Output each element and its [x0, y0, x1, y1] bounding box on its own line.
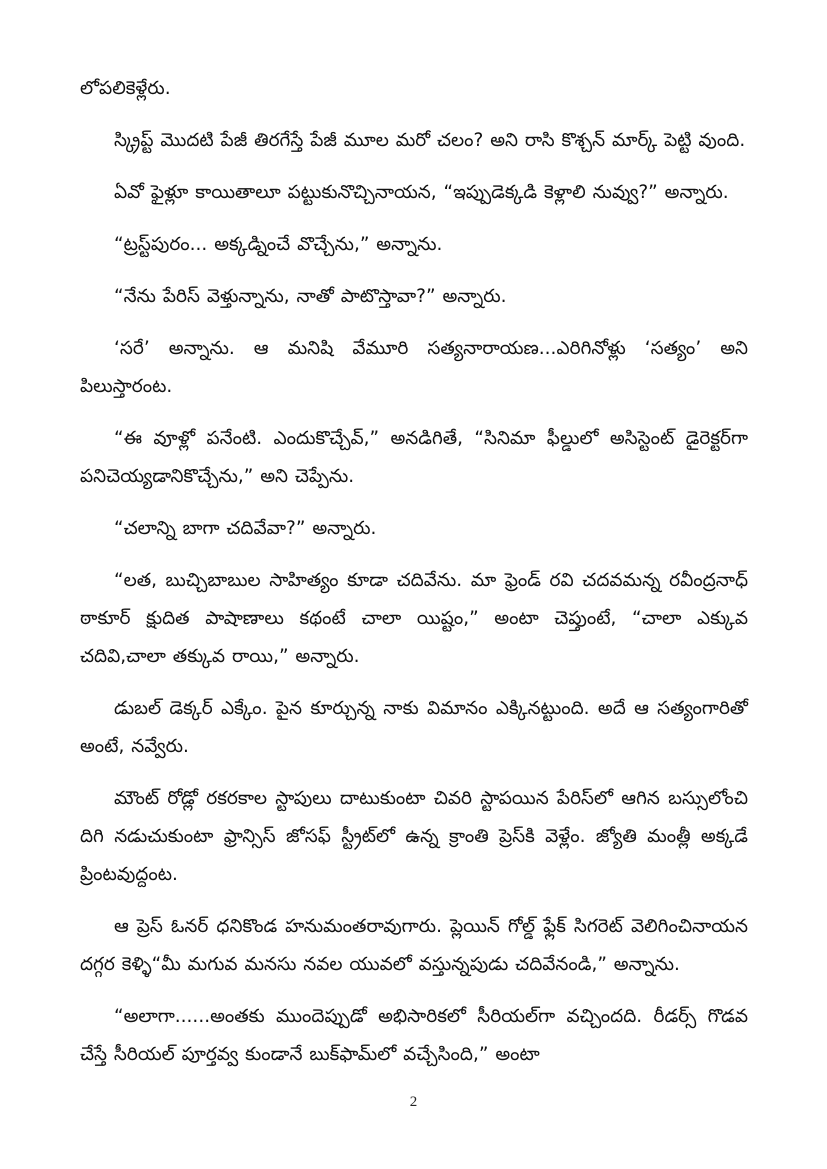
paragraph: స్క్రిప్ట్ మొదటి పేజీ తిరగేస్తే పేజీ మూల మరో చలం? అని రాసి కొశ్చన్ మార్క్ పెట్టి వుంది. — [114, 130, 746, 151]
paragraph: మౌంట్ రోడ్లో రకరకాల స్టాపులు దాటుకుంటా చివరి స్టాపయిన పేరిస్‌లో ఆగిన బస్సులోంచి దిగి నడుచుకుంటా ఫ్రాన్సిస్ జోసఫ్ స్ట్రీట్‌లో ఉన్న క్రాంతి ప్రెస్‌కి వెళ్లేం. జ్యోతి మంత్లీ అక్కడే ప్రింటవుద్దంట. — [80, 788, 748, 885]
paragraph: ‘సరే’ అన్నాను. ఆ మనిషి వేమూరి సత్యనారాయణ...ఎరిగినోళ్లు ‘సత్యం’ అని పిలుస్తారంట. — [80, 338, 748, 397]
paragraph: “నేను పేరిస్ వెళ్తున్నాను, నాతో పాటొస్తావా?” అన్నారు. — [114, 286, 507, 307]
document-body — [80, 70, 748, 1088]
paragraph: ఆ ప్రెస్ ఓనర్ ధనికొండ హనుమంతరావుగారు. ప్లెయిన్ గోల్డ్ ఫ్లేక్ సిగరెట్ వెలిగించినాయన దగ్గర కెళ్ళి“మీ మగువ మనసు నవల యువలో వస్తున్నపుడు చదివేనండి,” అన్నాను. — [80, 916, 748, 975]
paragraph: డుబల్ డెక్కర్ ఎక్కేం. పైన కూర్చున్న నాకు విమానం ఎక్కినట్టుంది. అదే ఆ సత్యంగారితో అంటే, నవ్వేరు. — [80, 698, 748, 757]
paragraph: “అలాగా......అంతకు ముందెప్పుడో అభిసారికలో సీరియల్‌గా వచ్చిందది. రీడర్స్ గొడవ చేస్తే సీరియల్ పూర్తవ్వ కుండానే బుక్‌ఫామ్‌లో వచ్చేసింది,” అంటా — [80, 1006, 748, 1065]
paragraph: ఏవో ఫైళ్లూ కాయితాలూ పట్టుకునొచ్చినాయన, “ఇప్పుడెక్కడి కెళ్లాలి నువ్వు?” అన్నారు. — [114, 182, 729, 203]
paragraph: లోపలికెళ్లేరు. — [80, 78, 171, 99]
paragraph: “ట్రస్ట్‌పురం... అక్కడ్నించే వొచ్చేను,” అన్నాను. — [114, 234, 443, 255]
paragraph: “లత, బుచ్చిబాబుల సాహిత్యం కూడా చదివేను. మా ఫ్రెండ్ రవి చదవమన్న రవీంద్రనాధ్ ఠాకూర్ క్షుదిత పాషాణాలు కథంటే చాలా యిష్టం,” అంటా చెప్తుంటే, “చాలా ఎక్కువ చదివి,చాలా తక్కువ రాయి,” అన్నారు. — [80, 570, 748, 667]
page-number: 2 — [409, 1094, 418, 1110]
paragraph: “ఈ వూళ్లో పనేంటి. ఎందుకొచ్చేవ్,” అనడిగితే, “సినిమా ఫీల్డులో అసిస్టెంట్ డైరెక్టర్‌గా పనిచెయ్యడానికొచ్చేను,” అని చెప్పేను. — [80, 428, 748, 487]
paragraph: “చలాన్ని బాగా చదివేవా?” అన్నారు. — [114, 518, 377, 539]
